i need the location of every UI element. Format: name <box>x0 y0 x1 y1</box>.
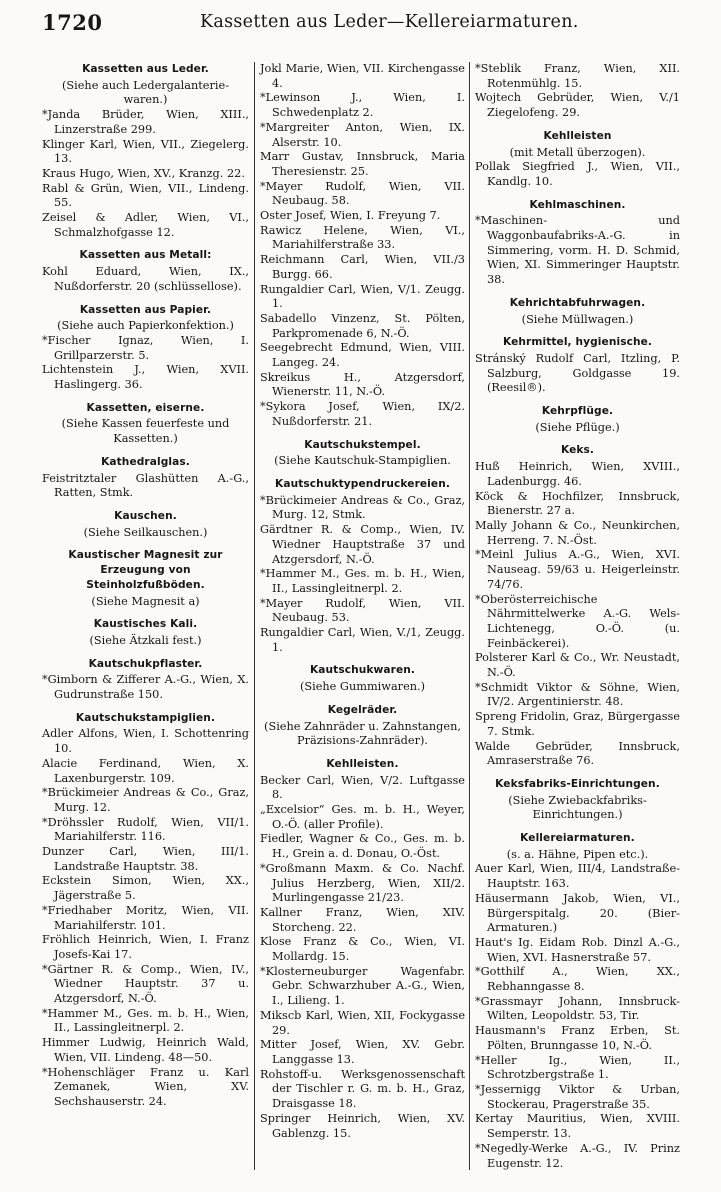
section-heading: Kautschuktypendruckereien. <box>275 477 450 490</box>
directory-entry: Fröhlich Heinrich, Wien, I. Franz Josefs-Kai 17. <box>42 933 249 961</box>
section-heading: Kehrpflüge. <box>541 405 614 418</box>
directory-entry: *Schmidt Viktor & Söhne, Wien, IV/2. Argentinierstr. 48. <box>475 680 680 709</box>
directory-entry: *Jessernigg Viktor & Urban, Stockerau, Pragerstraße 35. <box>475 1083 680 1111</box>
directory-entry: Feistritztaler Glashütten A.-G., Ratten, Stmk. <box>42 471 249 500</box>
directory-entry: *Heller Ig., Wien, II., Schrotzbergstraße 1. <box>475 1053 680 1082</box>
directory-entry: Polsterer Karl & Co., Wr. Neustadt, N.-Ö. <box>475 651 680 680</box>
directory-entry: *Gärtner R. & Comp., Wien, IV., Wiedner Hauptstr. 37 u. Atzgersdorf, N.-Ö. <box>42 962 249 1006</box>
directory-entry: Mitter Josef, Wien, XV. Gebr. Langgasse 13. <box>260 1038 465 1066</box>
cross-reference-note: (Siehe auch Papierkonfektion.) <box>57 319 234 333</box>
section-heading: Kehlmaschinen. <box>529 198 626 211</box>
directory-entry: Spreng Fridolin, Graz, Bürgergasse 7. Stmk. <box>475 710 680 738</box>
directory-entry: Huß Heinrich, Wien, XVIII., Ladenburgg. 46. <box>475 460 680 488</box>
section-heading: Kautschukstempel. <box>304 438 421 451</box>
cross-reference-note: (Siehe Kautschuk-Stampiglien. <box>274 454 451 468</box>
directory-entry: Kohl Eduard, Wien, IX., Nußdorferstr. 20 (schlüssellose). <box>42 265 249 293</box>
directory-entry: Alacie Ferdinand, Wien, X. Laxenburgerstr. 109. <box>42 756 249 785</box>
directory-entry: Rohstoff-u. Werksgenossenschaft der Tischler r. G. m. b. H., Graz, Draisgasse 18. <box>260 1067 465 1111</box>
directory-entry: *Janda Brüder, Wien, XIII., Linzerstraße 299. <box>42 108 249 136</box>
directory-entry: Haut's Ig. Eidam Rob. Dinzl A.-G., Wien, XVI. Hasnerstraße 57. <box>475 935 680 964</box>
directory-entry: Häusermann Jakob, Wien, VI., Bürgerspitalg. 20. (Bier-Armaturen.) <box>475 891 680 935</box>
section-heading: Kehrichtabfuhrwagen. <box>509 296 646 309</box>
directory-entry: *Gimborn & Zifferer A.-G., Wien, X. Gudrunstraße 150. <box>42 673 249 702</box>
directory-entry: *Dröhssler Rudolf, Wien, VII/1. Mariahilferstr. 116. <box>42 815 249 844</box>
directory-entry: Wojtech Gebrüder, Wien, V./1 Ziegelofeng. 29. <box>475 91 680 120</box>
column-divider <box>254 62 255 1170</box>
directory-entry: Kertay Mauritius, Wien, XVIII. Semperstr. 13. <box>475 1112 680 1141</box>
directory-entry: Rungaldier Carl, Wien, V./1, Zeugg. 1. <box>260 626 465 654</box>
section-heading: Keks. <box>560 444 595 457</box>
directory-entry: Seegebrecht Edmund, Wien, VIII. Langeg. 24. <box>260 341 465 370</box>
directory-entry: Zeisel & Adler, Wien, VI., Schmalzhofgasse 12. <box>42 211 249 239</box>
directory-entry: Rungaldier Carl, Wien, V/1. Zeugg. 1. <box>260 282 465 311</box>
directory-entry: *Friedhaber Moritz, Wien, VII. Mariahilferstr. 101. <box>42 903 249 932</box>
directory-entry: Klose Franz & Co., Wien, VI. Mollardg. 15. <box>260 935 465 964</box>
section-heading: Kautschukstampiglien. <box>75 711 216 724</box>
section-heading: Kellereiarmaturen. <box>520 832 635 845</box>
section-heading: Kautschukpflaster. <box>88 657 203 670</box>
column-divider <box>469 62 470 1170</box>
directory-entry: Fiedler, Wagner & Co., Ges. m. b. H., Grein a. d. Donau, O.-Öst. <box>260 832 465 861</box>
section-heading: Kaustisches Kali. <box>93 618 198 631</box>
directory-entry: *Oberösterreichische Nährmittelwerke A.-G. Wels-Lichtenegg, O.-Ö. (u. Feinbäckerei). <box>475 592 680 650</box>
directory-entry: Stránský Rudolf Carl, Itzling, P. Salzburg, Goldgasse 19. (Reesil®). <box>475 351 680 395</box>
cross-reference-note: (Siehe Seilkauschen.) <box>83 525 208 539</box>
directory-entry: *Klosterneuburger Wagenfabr. Gebr. Schwarzhuber A.-G., Wien, I., Lilieng. 1. <box>260 964 465 1008</box>
directory-entry: *Hammer M., Ges. m. b. H., Wien, II., Lassingleitnerpl. 2. <box>260 567 465 595</box>
cross-reference-note: (mit Metall überzogen). <box>509 145 646 159</box>
directory-entry: *Grassmayr Johann, Innsbruck-Wilten, Leopoldstr. 53, Tir. <box>475 994 680 1023</box>
directory-entry: Auer Karl, Wien, III/4, Landstraße-Hauptstr. 163. <box>475 862 680 891</box>
directory-entry: Skreikus H., Atzgersdorf, Wienerstr. 11, N.-Ö. <box>260 370 465 399</box>
directory-entry: *Hohenschläger Franz u. Karl Zemanek, Wien, XV. Sechshauserstr. 24. <box>42 1065 249 1108</box>
directory-entry: Adler Alfons, Wien, I. Schottenring 10. <box>42 727 249 756</box>
directory-entry: Springer Heinrich, Wien, XV. Gablenzg. 15. <box>260 1111 465 1140</box>
cross-reference-note: (Siehe Zwiebackfabriks-Einrichtungen.) <box>508 793 647 822</box>
section-heading: Kassetten aus Leder. <box>82 63 209 75</box>
directory-entry: Becker Carl, Wien, V/2. Luftgasse 8. <box>260 773 465 802</box>
directory-entry: Rabl & Grün, Wien, VII., Lindeng. 55. <box>42 181 249 210</box>
directory-entry: Marr Gustav, Innsbruck, Maria Theresienstr. 25. <box>260 150 465 178</box>
directory-entry: Walde Gebrüder, Innsbruck, Amraserstraße 76. <box>475 739 680 768</box>
directory-entry: Eckstein Simon, Wien, XX., Jägerstraße 5. <box>42 874 249 903</box>
section-heading: Kaustischer Magnesit zur Erzeugung von Steinholzfußböden. <box>68 549 223 591</box>
cross-reference-note: (Siehe Kassen feuerfeste und Kassetten.) <box>61 417 230 446</box>
directory-entry: Kraus Hugo, Wien, XV., Kranzg. 22. <box>42 166 245 180</box>
section-heading: Kassetten aus Papier. <box>79 303 212 316</box>
cross-reference-note: (Siehe Müllwagen.) <box>521 312 634 326</box>
directory-entry: Köck & Hochfilzer, Innsbruck, Bienerstr. 27 a. <box>475 489 680 518</box>
directory-entry: *Maschinen- und Waggonbaufabriks-A.-G. in Simmering, vorm. H. D. Schmid, Wien, XI. Simmeringer Hauptstr. 38. <box>475 214 680 287</box>
directory-column-2 <box>260 62 465 1141</box>
cross-reference-note: (Siehe Magnesit a) <box>91 594 200 608</box>
directory-entry: Jokl Marie, Wien, VII. Kirchengasse 4. <box>260 62 465 90</box>
directory-entry: *Negedly-Werke A.-G., IV. Prinz Eugenstr. 12. <box>475 1141 680 1170</box>
section-heading: Kauschen. <box>114 509 177 522</box>
section-heading: Kehrmittel, hygienische. <box>502 336 653 349</box>
page-title: Kassetten aus Leder—Kellereiarmaturen. <box>200 12 579 32</box>
directory-entry: *Lewinson J., Wien, I. Schwedenplatz 2. <box>260 91 465 120</box>
directory-entry: Pollak Siegfried J., Wien, VII., Kandlg. 10. <box>475 160 680 188</box>
directory-entry: *Margreiter Anton, Wien, IX. Alserstr. 10. <box>260 120 465 149</box>
directory-entry: „Excelsior“ Ges. m. b. H., Weyer, O.-Ö. (aller Profile). <box>260 803 465 831</box>
directory-entry: *Hammer M., Ges. m. b. H., Wien, II., Lassingleitnerpl. 2. <box>42 1006 249 1035</box>
directory-entry: Mally Johann & Co., Neunkirchen, Herreng. 7. N.-Öst. <box>475 518 680 547</box>
page-number: 1720 <box>42 10 103 35</box>
directory-entry: Rawicz Helene, Wien, VI., Mariahilferstraße 33. <box>260 223 465 252</box>
directory-entry: Reichmann Carl, Wien, VII./3 Burgg. 66. <box>260 253 465 281</box>
directory-entry: Klinger Karl, Wien, VII., Ziegelerg. 13. <box>42 137 249 166</box>
directory-entry: Gärdtner R. & Comp., Wien, IV. Wiedner Hauptstraße 37 und Atzgersdorf, N.-Ö. <box>260 523 465 566</box>
directory-entry: *Gotthilf A., Wien, XX., Rebhanngasse 8. <box>475 965 680 994</box>
directory-entry: Dunzer Carl, Wien, III/1. Landstraße Hauptstr. 38. <box>42 845 249 873</box>
cross-reference-note: (Siehe auch Ledergalanterie-waren.) <box>61 78 230 107</box>
section-heading: Kehlleisten. <box>326 757 399 770</box>
directory-column-1 <box>42 62 249 1110</box>
page-header <box>0 0 721 44</box>
directory-entry: *Großmann Maxm. & Co. Nachf. Julius Herzberg, Wien, XII/2. Murlingengasse 21/23. <box>260 861 465 905</box>
section-heading: Kegelräder. <box>327 703 398 716</box>
directory-entry: Hausmann's Franz Erben, St. Pölten, Brunngasse 10, N.-Ö. <box>475 1024 680 1052</box>
cross-reference-note: (Siehe Ätzkali fest.) <box>89 633 202 647</box>
directory-entry: *Brückimeier Andreas & Co., Graz, Murg. 12. <box>42 786 249 814</box>
directory-entry: Sabadello Vinzenz, St. Pölten, Parkpromenade 6, N.-Ö. <box>260 311 465 340</box>
directory-entry: *Steblik Franz, Wien, XII. Rotenmühlg. 15. <box>475 62 680 90</box>
directory-entry: Kallner Franz, Wien, XIV. Storcheng. 22. <box>260 905 465 934</box>
directory-entry: Oster Josef, Wien, I. Freyung 7. <box>260 209 441 223</box>
section-heading: Kehlleisten <box>543 129 612 142</box>
section-heading: Kathedralglas. <box>101 455 190 468</box>
section-heading: Kautschukwaren. <box>309 664 416 677</box>
directory-entry: *Sykora Josef, Wien, IX/2. Nußdorferstr. 21. <box>260 400 465 428</box>
section-heading: Kassetten, eiserne. <box>86 401 205 414</box>
directory-entry: *Brückimeier Andreas & Co., Graz, Murg. 12, Stmk. <box>260 493 465 522</box>
directory-entry: *Fischer Ignaz, Wien, I. Grillparzerstr. 5. <box>42 333 249 362</box>
cross-reference-note: (Siehe Pflüge.) <box>535 420 620 434</box>
directory-entry: *Mayer Rudolf, Wien, VII. Neubaug. 58. <box>260 179 465 208</box>
cross-reference-note: (Siehe Gummiwaren.) <box>299 680 426 694</box>
directory-entry: *Mayer Rudolf, Wien, VII. Neubaug. 53. <box>260 596 465 625</box>
section-heading: Kassetten aus Metall: <box>79 249 212 262</box>
directory-column-3 <box>475 62 680 1171</box>
directory-entry: Mikscb Karl, Wien, XII, Fockygasse 29. <box>260 1008 465 1037</box>
directory-entry: *Meinl Julius A.-G., Wien, XVI. Nauseag. 59/63 u. Heigerleinstr. 74/76. <box>475 548 680 591</box>
cross-reference-note: (Siehe Zahnräder u. Zahnstangen, Präzisions-Zahnräder). <box>264 719 461 748</box>
directory-entry: Himmer Ludwig, Heinrich Wald, Wien, VII. Lindeng. 48—50. <box>42 1036 249 1064</box>
section-heading: Keksfabriks-Einrichtungen. <box>495 777 660 790</box>
cross-reference-note: (s. a. Hähne, Pipen etc.). <box>506 847 649 861</box>
directory-entry: Lichtenstein J., Wien, XVII. Haslingerg. 36. <box>42 363 249 392</box>
